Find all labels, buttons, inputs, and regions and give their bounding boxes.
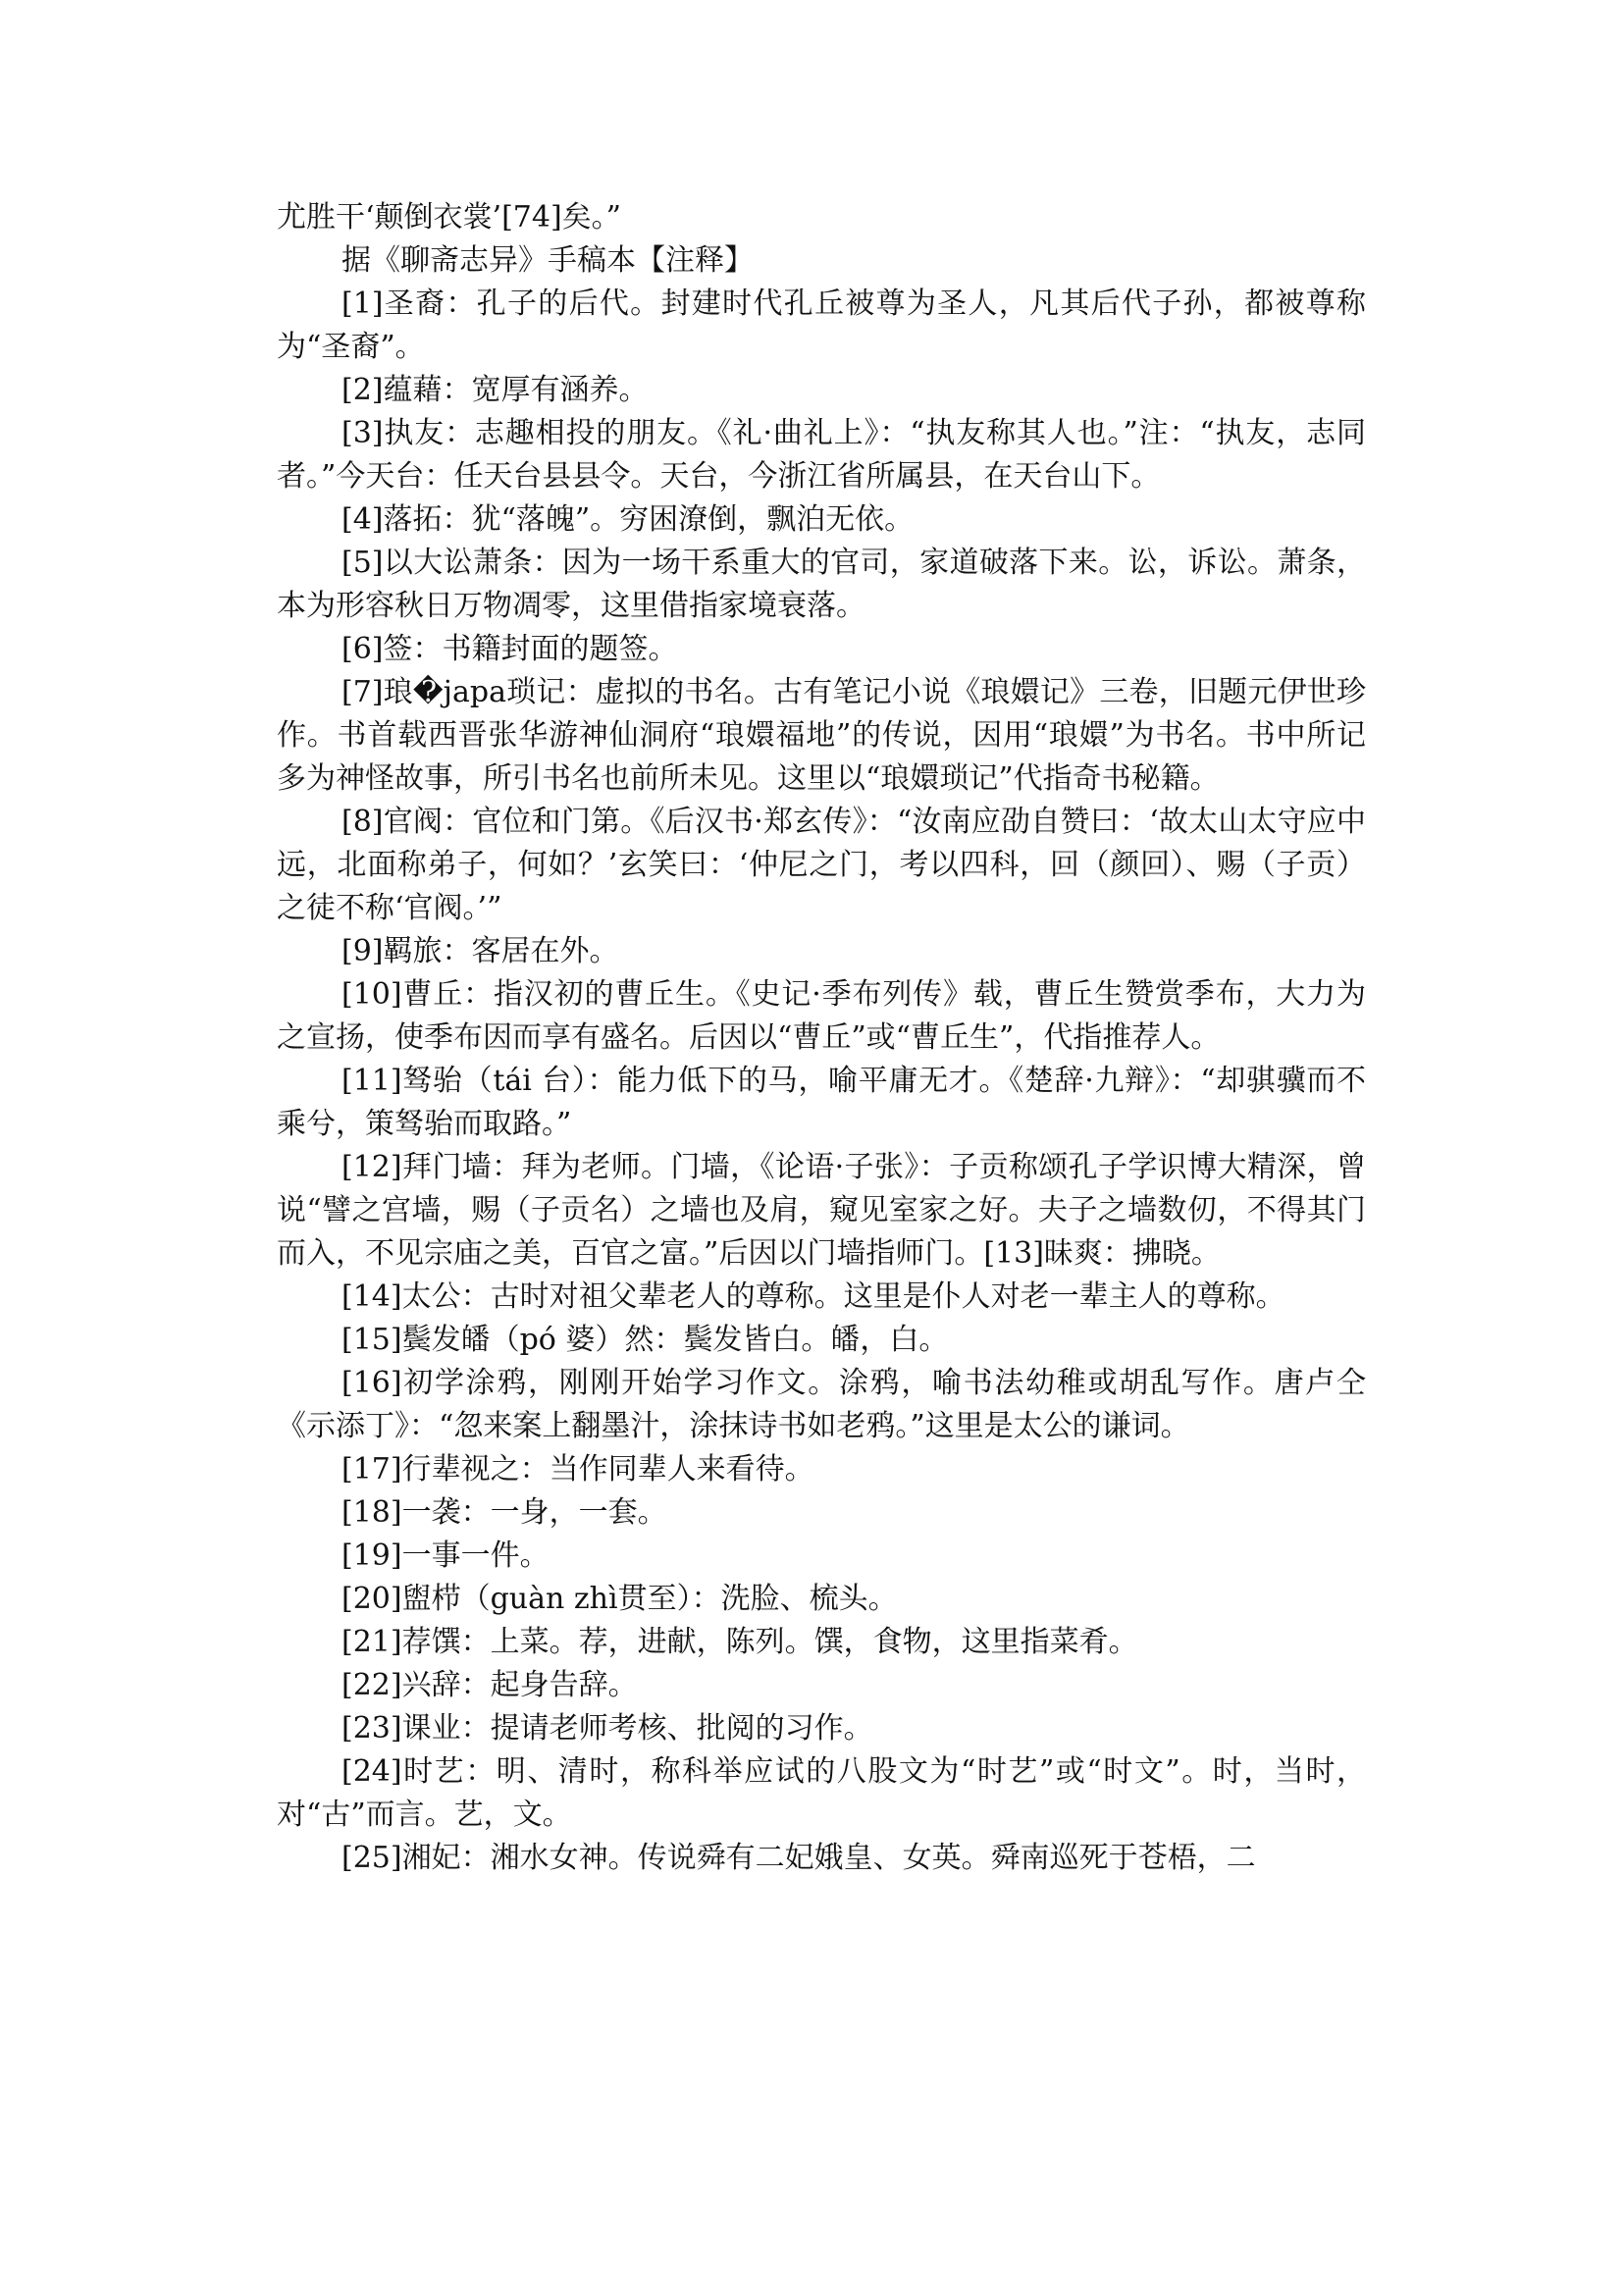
note-23: [23]课业：提请老师考核、批阅的习作。 bbox=[341, 1711, 873, 1746]
note-4: [4]落拓：犹“落魄”。穷困潦倒，飘泊无依。 bbox=[341, 502, 915, 537]
source-note: 据《聊斋志异》手稿本【注释】 bbox=[341, 243, 754, 278]
note-9: [9]羁旅：客居在外。 bbox=[341, 934, 619, 968]
note-21: [21]荐馔：上菜。荐，进献，陈列。馔，食物，这里指菜肴。 bbox=[341, 1625, 1138, 1659]
note-1: [1]圣裔：孔子的后代。封建时代孔丘被尊为圣人，凡其后代子孙，都被尊称为“圣裔”。 bbox=[277, 287, 1366, 364]
note-12: [12]拜门墙：拜为老师。门墙，《论语·子张》：子贡称颂孔子学识博大精深，曾说“譬之宫墙，赐（子贡名）之墙也及肩，窥见室家之好。夫子之墙数仞，不得其门而入，不见宗庙之美，百官之富。”后因以门墙指师门。[13]昧爽：拂晓。 bbox=[277, 1150, 1366, 1271]
note-6: [6]签：书籍封面的题签。 bbox=[341, 632, 678, 666]
note-19: [19]一事一件。 bbox=[341, 1538, 550, 1573]
document-page bbox=[277, 196, 1366, 1880]
note-17: [17]行辈视之：当作同辈人来看待。 bbox=[341, 1452, 814, 1486]
note-18: [18]一袭：一身，一套。 bbox=[341, 1495, 667, 1530]
note-20: [20]盥栉（guàn zhì贯至）：洗脸、梳头。 bbox=[341, 1582, 898, 1616]
note-15: [15]鬓发皤（pó 婆）然：鬓发皆白。皤，白。 bbox=[341, 1323, 949, 1357]
text-line-0: 尤胜干‘颠倒衣裳’[74]矣。” bbox=[277, 200, 621, 235]
note-8: [8]官阀：官位和门第。《后汉书·郑玄传》：“汝南应劭自赞曰：‘故太山太守应中远，北面称弟子，何如？’玄笑曰：‘仲尼之门，考以四科，回（颜回）、赐（子贡）之徒不称‘官阀。’” bbox=[277, 805, 1366, 925]
note-7: [7]琅�japa琐记：虚拟的书名。古有笔记小说《琅嬛记》三卷，旧题元伊世珍作。书首载西晋张华游神仙洞府“琅嬛福地”的传说，因用“琅嬛”为书名。书中所记多为神怪故事，所引书名也前所未见。这里以“琅嬛琐记”代指奇书秘籍。 bbox=[277, 675, 1366, 796]
note-25: [25]湘妃：湘水女神。传说舜有二妃娥皇、女英。舜南巡死于苍梧，二 bbox=[341, 1841, 1256, 1875]
note-3: [3]执友：志趣相投的朋友。《礼·曲礼上》：“执友称其人也。”注：“执友，志同者。”今天台：任天台县县令。天台，今浙江省所属县，在天台山下。 bbox=[277, 416, 1366, 494]
note-11: [11]驽骀（tái 台）：能力低下的马，喻平庸无才。《楚辞·九辩》：“却骐骥而不乘兮，策驽骀而取路。” bbox=[277, 1064, 1366, 1141]
note-24: [24]时艺：明、清时，称科举应试的八股文为“时艺”或“时文”。时，当时，对“古”而言。艺，文。 bbox=[277, 1754, 1366, 1832]
note-2: [2]蕴藉：宽厚有涵养。 bbox=[341, 373, 649, 407]
note-10: [10]曹丘：指汉初的曹丘生。《史记·季布列传》载，曹丘生赞赏季布，大力为之宣扬，使季布因而享有盛名。后因以“曹丘”或“曹丘生”，代指推荐人。 bbox=[277, 977, 1366, 1055]
note-14: [14]太公：古时对祖父辈老人的尊称。这里是仆人对老一辈主人的尊称。 bbox=[341, 1279, 1285, 1314]
annotation-heading bbox=[277, 239, 1366, 283]
note-5: [5]以大讼萧条：因为一场干系重大的官司，家道破落下来。讼，诉讼。萧条，本为形容秋日万物凋零，这里借指家境衰落。 bbox=[277, 546, 1366, 623]
note-16: [16]初学涂鸦，刚刚开始学习作文。涂鸦，喻书法幼稚或胡乱写作。唐卢仝《示添丁》：“忽来案上翻墨汁，涂抹诗书如老鸦。”这里是太公的谦词。 bbox=[277, 1366, 1366, 1443]
note-22: [22]兴辞：起身告辞。 bbox=[341, 1668, 638, 1702]
